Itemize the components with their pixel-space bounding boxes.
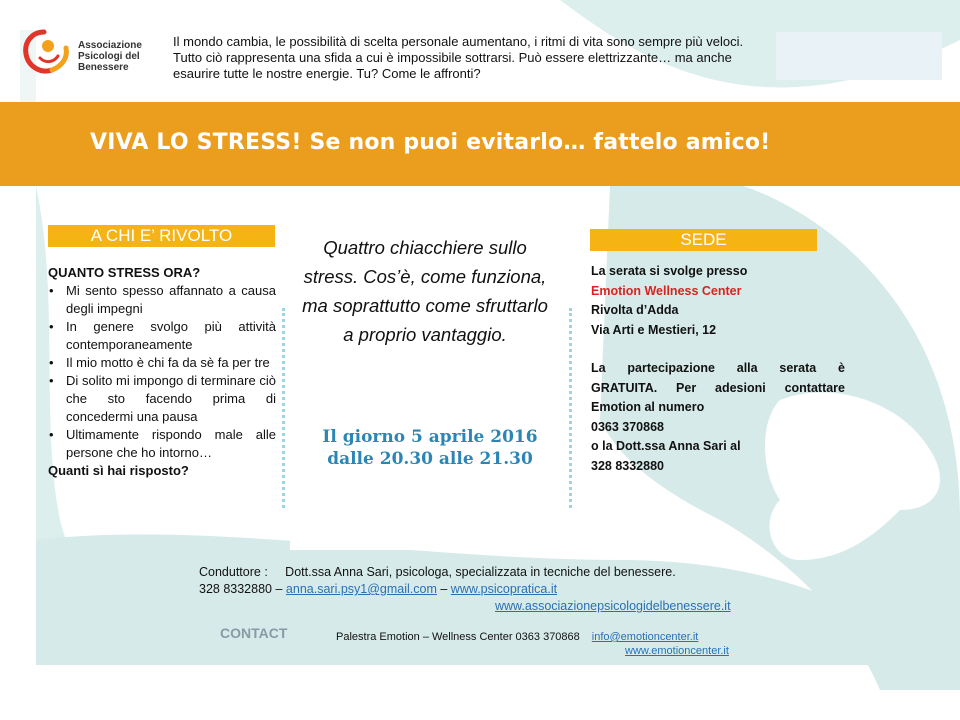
banner-title: VIVA LO STRESS! Se non puoi evitarlo… fattelo amico! [90,130,771,155]
logo-line-2: Psicologi del [78,51,140,62]
logo-line-3: Benessere [78,62,129,73]
list-item [48,282,276,318]
event-date-line-1: Il giorno 5 aprile 2016 [322,427,538,447]
logo-mark-icon [18,22,80,80]
palestra-text: Palestra Emotion – Wellness Center 0363 370868 [336,631,580,643]
swirl-cut-2 [290,520,575,550]
participation-line-5: o la Dott.ssa Anna Sari al [591,439,741,453]
participation-line-1: La partecipazione alla serata è [591,361,845,375]
separator-dash: – [440,582,448,596]
palestra-info [336,630,729,658]
palestra-email-link[interactable]: info@emotioncenter.it [591,631,699,643]
phone-sari: 328 8332880 [591,458,664,473]
who-section-header: A CHI E’ RIVOLTO [48,225,275,247]
venue-name: Emotion Wellness Center [591,283,742,298]
question-closing: Quanti sì hai risposto? [48,463,189,478]
venue-town: Rivolta d’Adda [591,303,679,317]
palestra-site-line [336,644,729,658]
conductor-label: Conduttore : [199,565,268,579]
participation-line-2: GRATUITA. Per adesioni contattare [591,380,845,395]
venue-street: Via Arti e Mestieri, 12 [591,322,717,337]
list-item-text: In genere svolgo più attività contemporaneamente [66,319,276,352]
question-title: QUANTO STRESS ORA? [48,265,201,280]
separator-dash: – [275,582,283,596]
intro-line-1: Il mondo cambia, le possibilità di scelta personale aumentano, i ritmi di vita sono sempre più veloci. [173,34,744,49]
association-site-line [199,598,799,615]
intro-line-3: esaurire tutte le nostre energie. Tu? Come le affronti? [173,66,481,81]
event-description: Quattro chiacchiere sullo stress. Cos’è, come funziona, ma soprattutto come sfruttarlo a proprio vantaggio. [302,237,548,345]
psicopratica-link[interactable]: www.psicopratica.it [450,582,558,596]
conductor-text: Dott.ssa Anna Sari, psicologa, specializzata in tecniche del benessere. [285,565,676,579]
list-item [48,372,276,426]
conductor-info [199,564,799,615]
divider-left [282,308,285,508]
list-item [48,426,276,462]
participation-line-3: Emotion al numero [591,400,705,414]
intro-line-2: Tutto ciò rappresenta una sfida a cui è impossibile sottrarsi. Può essere elettrizzante… ma anche [173,50,732,65]
intro-text [173,34,833,82]
conductor-phone: 328 8332880 [199,582,272,596]
spacer [591,340,845,359]
event-date-line-2: dalle 20.30 alle 21.30 [327,449,533,469]
question-list [48,282,276,462]
bullet-icon: • [49,319,54,334]
list-item-text: Il mio motto è chi fa da sè fa per tre [66,355,270,370]
email-link[interactable]: anna.sari.psy1@gmail.com [285,582,437,596]
bullet-icon: • [49,355,54,370]
who-section [48,264,276,480]
phone-emotion: 0363 370868 [591,419,664,434]
venue-intro: La serata si svolge presso [591,264,748,278]
conductor-contacts [199,581,799,598]
logo-line-1: Associazione [78,40,142,51]
palestra-site-link[interactable]: www.emotioncenter.it [625,645,729,657]
title-banner [0,102,960,186]
list-item [48,318,276,354]
contact-label: CONTACT [220,625,288,641]
bullet-icon: • [49,283,54,298]
list-item-text: Ultimamente rispondo male alle persone che ho intorno… [66,427,276,460]
list-item [48,354,276,372]
bullet-icon: • [49,427,54,442]
conductor-line [199,564,799,581]
association-site-link[interactable]: www.associazionepsicologidelbenessere.it [495,599,731,613]
venue-section [591,262,845,476]
list-item-text: Mi sento spesso affannato a causa degli impegni [66,283,276,316]
venue-section-header: SEDE [590,229,817,251]
list-item-text: Di solito mi impongo di terminare ciò che sto facendo prima di concedermi una pausa [66,373,276,424]
logo-text [78,40,142,73]
bullet-icon: • [49,373,54,388]
palestra-line [336,630,729,644]
logo [18,22,178,82]
divider-right [569,308,572,508]
event-date [295,426,565,470]
